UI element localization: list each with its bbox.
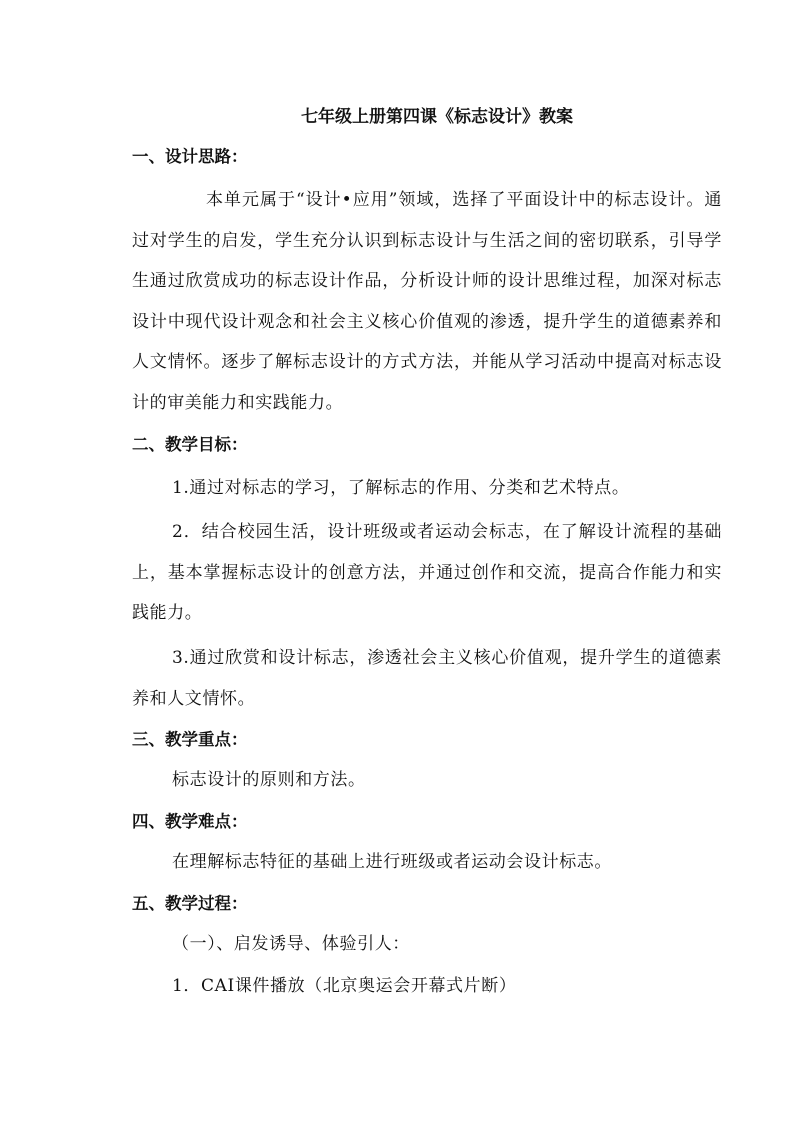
teaching-goal-2: 2．结合校园生活，设计班级或者运动会标志，在了解设计流程的基础上，基本掌握标志设计的创意方法，并通过创作和交流，提高合作能力和实践能力。 <box>132 522 722 624</box>
document-title: 七年级上册第四课《标志设计》教案 <box>301 107 573 127</box>
difficulties-text: 在理解标志特征的基础上进行班级或者运动会设计标志。 <box>172 852 612 873</box>
teaching-goal-3: 3.通过欣赏和设计标志，渗透社会主义核心价值观，提升学生的道德素养和人文情怀。 <box>132 647 722 709</box>
section-heading-key-points: 三、教学重点： <box>132 730 248 750</box>
section-heading-difficulties: 四、教学难点： <box>132 812 248 832</box>
section-heading-teaching-process: 五、教学过程： <box>132 894 248 914</box>
teaching-process-item: 1．CAI课件播放（北京奥运会开幕式片断） <box>172 976 517 997</box>
section-heading-teaching-goals: 二、教学目标： <box>132 434 248 454</box>
key-points-text: 标志设计的原则和方法。 <box>172 770 366 791</box>
teaching-process-step: （一）、启发诱导、体验引人： <box>172 934 410 955</box>
teaching-goal-1: 1.通过对标志的学习，了解标志的作用、分类和艺术特点。 <box>172 477 630 498</box>
document-body <box>132 100 722 1011</box>
section-heading-design-idea: 一、设计思路： <box>132 147 248 166</box>
design-idea-paragraph: 本单元属于“设计•应用”领域，选择了平面设计中的标志设计。通过对学生的启发，学生充分认识到标志设计与生活之间的密切联系，引导学生通过欣赏成功的标志设计作品，分析设计师的设计思维过程，加深对标志设计中现代设计观念和社会主义核心价值观的渗透，提升学生的道德素养和人文情怀。逐步了解标志设计的方式方法，并能从学习活动中提高对标志设计的审美能力和实践能力。 <box>132 190 722 413</box>
